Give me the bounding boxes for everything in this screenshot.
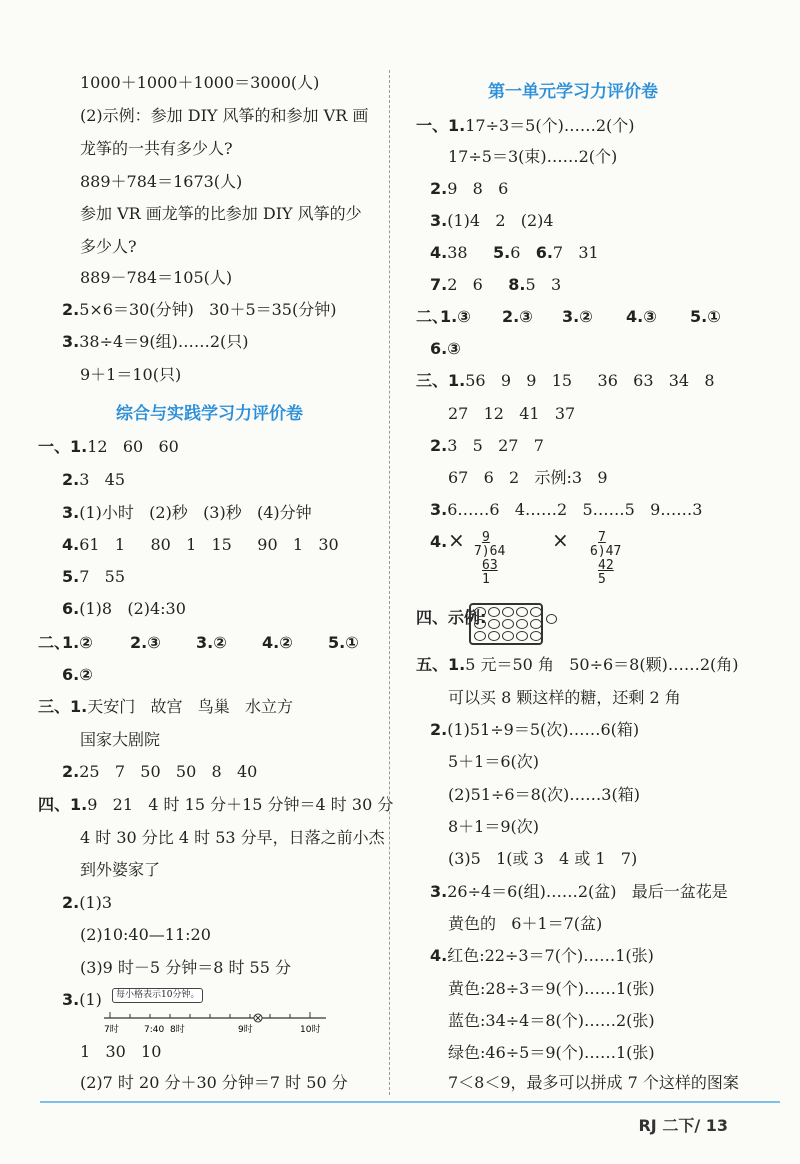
question-number: 2. xyxy=(430,179,448,198)
part-3-row xyxy=(416,371,715,391)
quotient: 7 xyxy=(598,530,606,545)
page-number: RJ 二下/ 13 xyxy=(638,1116,728,1135)
column-divider xyxy=(389,70,390,1095)
answer-text: 26÷4＝6(组)……2(盆) 最后一盆花是 xyxy=(447,882,728,901)
part-label: 三、 xyxy=(38,697,71,716)
answer-line: 67 6 2 示例:3 9 xyxy=(448,468,608,487)
answer-line: 1000＋1000＋1000＝3000(人) xyxy=(80,73,320,92)
answer-line: 889－784＝105(人) xyxy=(80,268,233,287)
question-number: 5. xyxy=(493,243,511,262)
question-2 xyxy=(62,300,336,320)
answer-row xyxy=(430,500,702,520)
bead-figure xyxy=(469,603,543,645)
part-label: 五、 xyxy=(416,655,449,674)
answer-row xyxy=(430,179,508,199)
answer-text: 9 21 4 时 15 分＋15 分钟＝4 时 30 分 xyxy=(87,795,394,814)
tick-label: 7:40 xyxy=(144,1025,165,1035)
section-title: 综合与实践学习力评价卷 xyxy=(116,404,303,424)
answer-row xyxy=(430,436,544,456)
part-1-row xyxy=(38,437,179,457)
question-number: 1. xyxy=(70,437,88,456)
part-4-row xyxy=(38,795,393,815)
part-label: 二、 xyxy=(416,307,449,326)
answer-line: (3)5 1(或 3 4 或 1 7) xyxy=(448,849,638,868)
answer-text: 38÷4＝9(组)……2(只) xyxy=(79,332,249,351)
answer-row xyxy=(62,567,125,587)
question-number: 1. xyxy=(448,655,466,674)
question-number: 2. xyxy=(430,436,448,455)
part-label: 三、 xyxy=(416,371,449,390)
dividend: 7)64 xyxy=(474,544,506,559)
answer-row xyxy=(430,243,599,263)
answer-text: 天安门 故宫 鸟巢 水立方 xyxy=(87,697,294,716)
answer-text: 6 xyxy=(510,243,521,262)
answer-row xyxy=(62,990,102,1010)
answer-row xyxy=(430,946,654,966)
answer-text: (1)8 (2)4:30 xyxy=(79,599,186,618)
choice-answer: 4.③ xyxy=(626,307,657,326)
question-number: 2. xyxy=(430,720,448,739)
answer-text: (1)51÷9＝5(次)……6(箱) xyxy=(447,720,640,739)
question-number: 4. xyxy=(430,532,448,551)
answer-line: 到外婆家了 xyxy=(80,860,161,879)
long-division-2 xyxy=(590,531,621,587)
answer-text: 6……6 4……2 5……5 9……3 xyxy=(447,500,703,519)
answer-line: (3)9 时－5 分钟＝8 时 55 分 xyxy=(80,958,291,977)
answer-text: 2 6 xyxy=(447,275,483,294)
question-number: 6. xyxy=(535,243,553,262)
answer-text: 5×6＝30(分钟) 30＋5＝35(分钟) xyxy=(79,300,337,319)
product: 63 xyxy=(482,558,498,573)
answer-text: 25 7 50 50 8 40 xyxy=(79,762,258,781)
answer-text: 38 xyxy=(447,243,468,262)
question-number: 6. xyxy=(62,599,80,618)
question-number: 2. xyxy=(62,762,80,781)
answer-row xyxy=(62,599,186,619)
choice-answer: 1.③ xyxy=(440,307,471,326)
answer-row xyxy=(430,275,561,295)
timeline xyxy=(100,1002,330,1036)
answer-text: 红色:22÷3＝7(个)……1(张) xyxy=(447,946,654,965)
timeline-note: 每小格表示10分钟。 xyxy=(112,988,203,1003)
answer-text: 7 55 xyxy=(79,567,126,586)
answer-line: 蓝色:34÷4＝8(个)……2(张) xyxy=(448,1011,655,1030)
dividend: 6)47 xyxy=(590,544,622,559)
answer-line: (2)51÷6＝8(次)……3(箱) xyxy=(448,785,640,804)
bead-row xyxy=(474,619,542,629)
question-number: 7. xyxy=(430,275,448,294)
choice-answer: 1.② xyxy=(62,633,93,652)
part-label: 一、 xyxy=(38,437,71,456)
choice-answer: 5.① xyxy=(328,633,359,652)
answer-text: 56 9 9 15 36 63 34 8 xyxy=(465,371,715,390)
part-label: 四、示例: xyxy=(416,608,487,627)
answer-line: (2)7 时 20 分＋30 分钟＝7 时 50 分 xyxy=(80,1073,348,1092)
tick-label: 8时 xyxy=(170,1025,185,1035)
answer-text: 7 31 xyxy=(552,243,599,262)
answer-row xyxy=(430,882,728,902)
answer-line: 绿色:46÷5＝9(个)……1(张) xyxy=(448,1043,655,1062)
part-label: 四、 xyxy=(38,795,71,814)
part-5-row xyxy=(416,655,738,675)
answer-line: 1 30 10 xyxy=(80,1042,162,1061)
answer-line: 黄色的 6＋1＝7(盆) xyxy=(448,914,603,933)
cross-mark: × xyxy=(448,528,465,552)
answer-line: 9＋1＝10(只) xyxy=(80,365,182,384)
question-number: 8. xyxy=(508,275,526,294)
answer-row xyxy=(430,720,639,740)
question-number: 4. xyxy=(430,243,448,262)
answer-text: 9 8 6 xyxy=(447,179,509,198)
answer-row xyxy=(62,535,339,555)
part-label: 一、 xyxy=(416,116,449,135)
footer-rule xyxy=(40,1101,780,1103)
question-number: 3. xyxy=(430,211,448,230)
answer-line: 国家大剧院 xyxy=(80,730,161,749)
answer-line: 7＜8＜9，最多可以拼成 7 个这样的图案 xyxy=(448,1073,739,1092)
choice-answer: 3.② xyxy=(562,307,593,326)
cross-mark: × xyxy=(552,528,569,552)
bead-row xyxy=(474,631,542,641)
choice-answer: 3.② xyxy=(196,633,227,652)
answer-text: 5 元＝50 角 50÷6＝8(颗)……2(角) xyxy=(465,655,739,674)
part-label: 二、 xyxy=(38,633,71,652)
answer-line: 889＋784＝1673(人) xyxy=(80,172,243,191)
long-division-1 xyxy=(474,531,505,587)
answer-text: 61 1 80 1 15 90 1 30 xyxy=(79,535,339,554)
answer-row xyxy=(62,503,312,523)
answer-line: 27 12 41 37 xyxy=(448,404,576,423)
answer-line: 多少人? xyxy=(80,237,137,256)
question-number: 1. xyxy=(70,795,88,814)
question-number: 1. xyxy=(448,371,466,390)
question-number: 4. xyxy=(430,946,448,965)
extra-bead xyxy=(546,614,557,624)
part-3-row xyxy=(38,697,293,717)
choice-answer: 4.② xyxy=(262,633,293,652)
quotient: 9 xyxy=(482,530,490,545)
tick-label: 7时 xyxy=(104,1025,119,1035)
answer-line: (2)示例：参加 DIY 风筝的和参加 VR 画 xyxy=(80,106,369,125)
answer-text: (1)4 2 (2)4 xyxy=(447,211,554,230)
answer-text: 17÷3＝5(个)……2(个) xyxy=(465,116,635,135)
answer-row xyxy=(430,211,554,231)
answer-text: (1)小时 (2)秒 (3)秒 (4)分钟 xyxy=(79,503,312,522)
choice-answer: 6.③ xyxy=(430,339,461,358)
question-number: 4. xyxy=(62,535,80,554)
remainder: 1 xyxy=(482,572,490,587)
answer-line: 17÷5＝3(束)……2(个) xyxy=(448,147,618,166)
answer-line: 可以买 8 颗这样的糖，还剩 2 角 xyxy=(448,688,681,707)
question-3 xyxy=(62,332,249,352)
remainder: 5 xyxy=(598,572,606,587)
answer-text: 3 5 27 7 xyxy=(447,436,544,455)
question-number: 3. xyxy=(62,332,80,351)
answer-row xyxy=(62,470,125,490)
choice-answer: 5.① xyxy=(690,307,721,326)
question-number: 1. xyxy=(448,116,466,135)
answer-line: 8＋1＝9(次) xyxy=(448,817,540,836)
section-title: 第一单元学习力评价卷 xyxy=(488,82,658,102)
answer-row xyxy=(62,762,257,782)
question-number: 2. xyxy=(62,300,80,319)
question-number: 2. xyxy=(62,470,80,489)
product: 42 xyxy=(598,558,614,573)
question-number: 5. xyxy=(62,567,80,586)
choice-answer: 2.③ xyxy=(502,307,533,326)
choice-answer: 6.② xyxy=(62,665,93,684)
choice-answer: 2.③ xyxy=(130,633,161,652)
answer-line: (2)10:40—11:20 xyxy=(80,925,211,944)
answer-line: 4 时 30 分比 4 时 53 分早，日落之前小杰 xyxy=(80,828,385,847)
answer-line: 龙筝的一共有多少人? xyxy=(80,139,233,158)
part-1-row xyxy=(416,116,635,136)
question-number: 3. xyxy=(430,500,448,519)
bead-row xyxy=(474,607,542,617)
question-number: 1. xyxy=(70,697,88,716)
answer-text: (1)3 xyxy=(79,893,113,912)
question-number: 2. xyxy=(62,893,80,912)
answer-row xyxy=(62,893,112,913)
answer-text: 3 45 xyxy=(79,470,126,489)
tick-label: 10时 xyxy=(300,1025,321,1035)
answer-text: 12 60 60 xyxy=(87,437,179,456)
tick-label: 9时 xyxy=(238,1025,253,1035)
answer-line: 5＋1＝6(次) xyxy=(448,752,540,771)
answer-text: (1) xyxy=(79,990,102,1009)
question-number: 3. xyxy=(62,990,80,1009)
answer-line: 黄色:28÷3＝9(个)……1(张) xyxy=(448,979,655,998)
question-number: 3. xyxy=(430,882,448,901)
question-number: 3. xyxy=(62,503,80,522)
answer-text: 5 3 xyxy=(525,275,562,294)
answer-line: 参加 VR 画龙筝的比参加 DIY 风筝的少 xyxy=(80,204,362,223)
